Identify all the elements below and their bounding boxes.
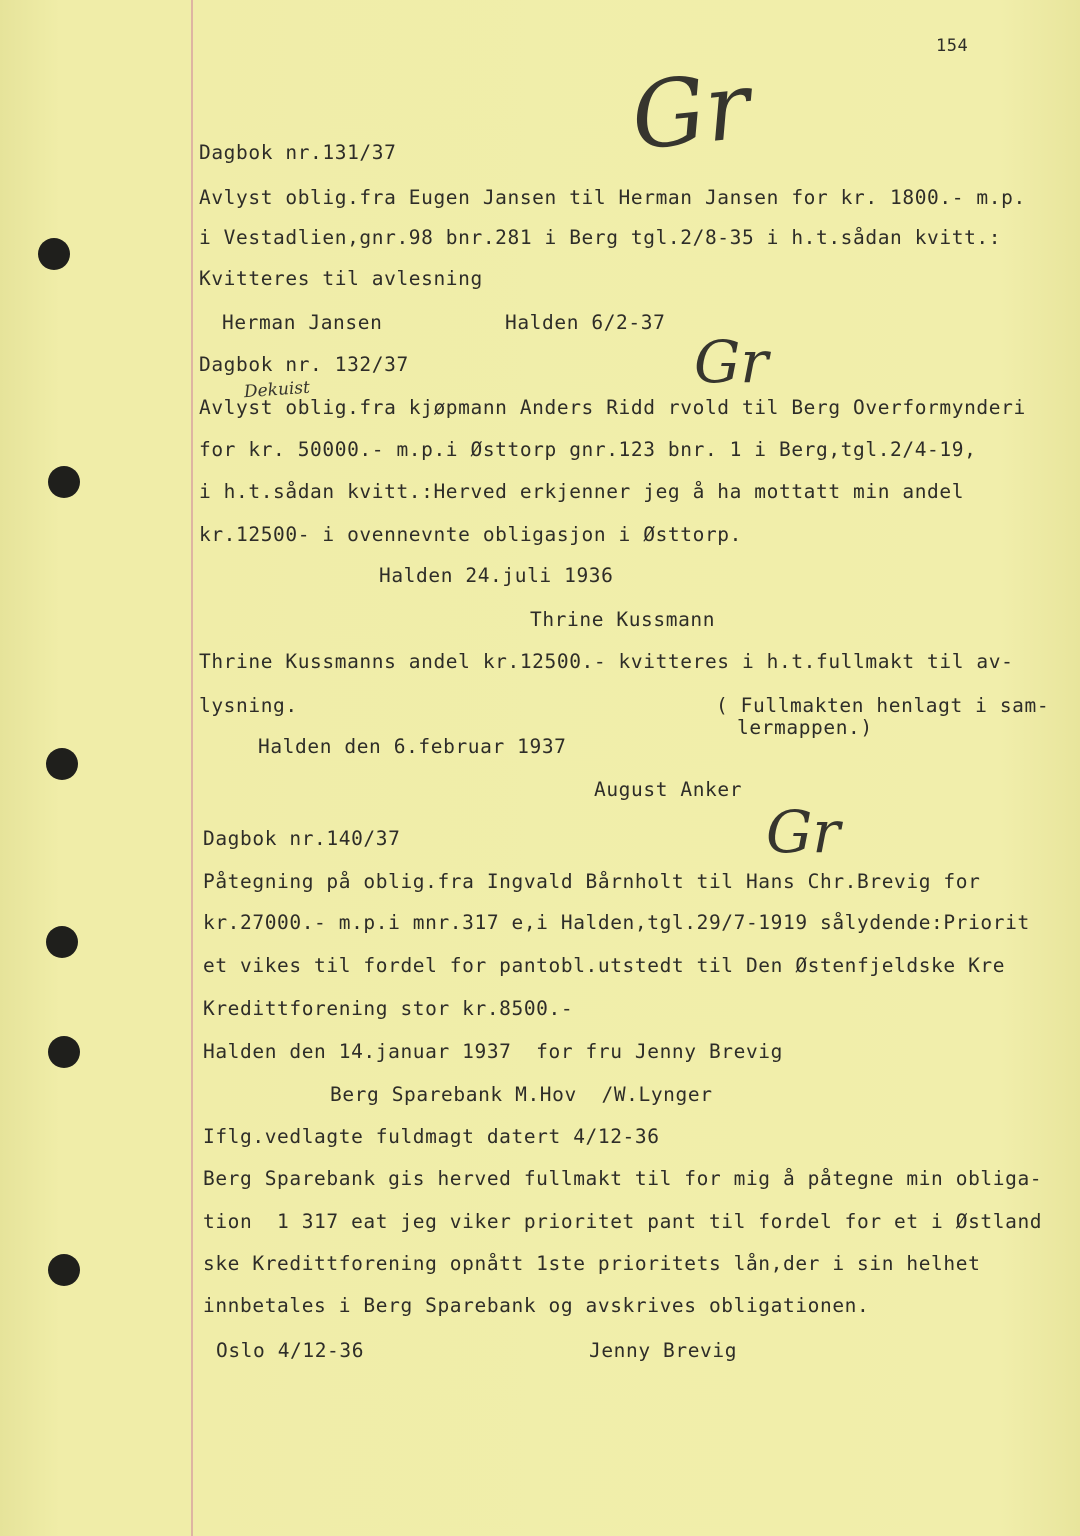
handwritten-initials: Gr (766, 798, 841, 866)
text-line: Jenny Brevig (589, 1339, 738, 1362)
text-line: ( Fullmakten henlagt i sam- (716, 694, 1050, 717)
text-line: Dagbok nr. 132/37 (199, 353, 409, 376)
handwritten-initials: Gr (694, 328, 769, 396)
text-line: lysning. (199, 694, 298, 717)
text-line: Herman Jansen (222, 311, 383, 334)
text-line: i Vestadlien,gnr.98 bnr.281 i Berg tgl.2/8-35 i h.t.sådan kvitt.: (199, 226, 1002, 249)
text-line: Avlyst oblig.fra Eugen Jansen til Herman Jansen for kr. 1800.- m.p. (199, 186, 1026, 209)
text-line: Halden 24.juli 1936 (379, 564, 614, 587)
margin-line (191, 0, 193, 1536)
text-line: et vikes til fordel for pantobl.utstedt til Den Østenfjeldske Kre (203, 954, 1006, 977)
text-line: Halden den 14.januar 1937 for fru Jenny Brevig (203, 1040, 783, 1063)
text-line: Halden 6/2-37 (505, 311, 666, 334)
text-line: Iflg.vedlagte fuldmagt datert 4/12-36 (203, 1125, 660, 1148)
text-line: i h.t.sådan kvitt.:Herved erkjenner jeg å ha mottatt min andel (199, 480, 965, 503)
text-line: Berg Sparebank M.Hov /W.Lynger (330, 1083, 713, 1106)
handwritten-initials: Gr (626, 52, 755, 171)
punch-hole (48, 1036, 80, 1068)
text-line: kr.12500- i ovennevnte obligasjon i Østtorp. (199, 523, 742, 546)
page-number: 154 (936, 36, 969, 56)
text-line: Thrine Kussmanns andel kr.12500.- kvitteres i h.t.fullmakt til av- (199, 650, 1014, 673)
text-line: Dagbok nr.131/37 (199, 141, 397, 164)
punch-hole (38, 238, 70, 270)
text-line: kr.27000.- m.p.i mnr.317 e,i Halden,tgl.29/7-1919 sålydende:Priorit (203, 911, 1030, 934)
text-line: lermappen.) (737, 716, 873, 739)
text-line: Oslo 4/12-36 (216, 1339, 365, 1362)
text-line: Halden den 6.februar 1937 (258, 735, 567, 758)
punch-hole (48, 466, 80, 498)
punch-hole (46, 748, 78, 780)
text-line: tion 1 317 eat jeg viker prioritet pant til fordel for et i Østland (203, 1210, 1043, 1233)
text-line: Dagbok nr.140/37 (203, 827, 401, 850)
text-line: Thrine Kussmann (530, 608, 716, 631)
text-line: August Anker (594, 778, 743, 801)
handwritten-word: Dekuist (243, 377, 311, 403)
text-line: for kr. 50000.- m.p.i Østtorp gnr.123 bnr. 1 i Berg,tgl.2/4-19, (199, 438, 977, 461)
text-line: Berg Sparebank gis herved fullmakt til for mig å påtegne min obliga- (203, 1167, 1043, 1190)
text-line: innbetales i Berg Sparebank og avskrives obligationen. (203, 1294, 870, 1317)
punch-hole (46, 926, 78, 958)
text-line: Kvitteres til avlesning (199, 267, 483, 290)
text-line: ske Kredittforening opnått 1ste prioritets lån,der i sin helhet (203, 1252, 981, 1275)
text-line: Kredittforening stor kr.8500.- (203, 997, 574, 1020)
text-line: Påtegning på oblig.fra Ingvald Bårnholt til Hans Chr.Brevig for (203, 870, 981, 893)
punch-hole (48, 1254, 80, 1286)
text-line: Avlyst oblig.fra kjøpmann Anders Ridd rvold til Berg Overformynderi (199, 396, 1026, 419)
